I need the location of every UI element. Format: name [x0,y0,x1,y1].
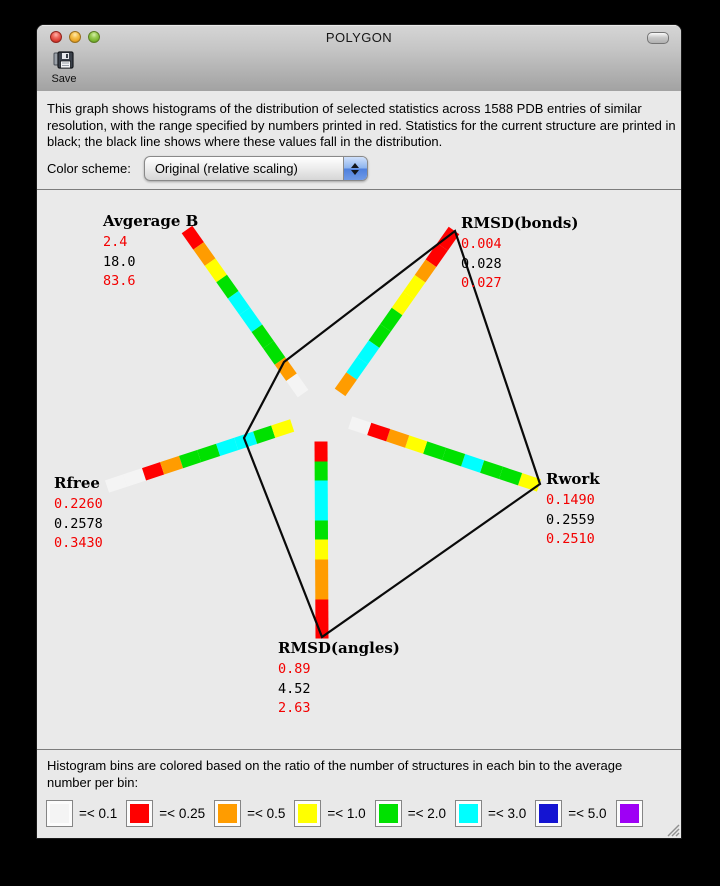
histogram-bin-cyan [461,454,484,473]
axis-stats-rwork [546,471,600,550]
axis-label: Rfree [54,474,100,492]
histogram-bin-green [315,461,328,481]
axis-stats-rmsd-bonds [461,215,578,294]
window-chrome [37,25,681,92]
axis-stats-rmsd-angles [278,640,400,719]
legend-swatch-red [126,800,153,827]
histogram-bin-orange [315,579,328,599]
legend-bin-label: =< 0.25 [159,806,206,821]
window-title: POLYGON [325,30,393,45]
current-value: 0.2578 [54,515,103,532]
legend-bin-label: =< 2.0 [407,806,446,821]
histogram-bin-yellow [315,539,328,559]
toolbar-toggle-button[interactable] [647,32,669,44]
legend-swatch-fill [620,804,639,823]
histogram-bin-red [315,618,328,638]
histogram-bin-orange [386,428,409,447]
color-scheme-row [47,155,368,182]
histogram-bar-rmsd-angles [315,441,329,638]
legend-swatch-fill [539,804,558,823]
range-max-value: 83.6 [103,273,136,289]
histogram-bin-red [367,422,390,441]
histogram-bin-yellow [272,419,295,437]
range-min-value: 0.89 [278,661,311,677]
legend-swatch-yellow [294,800,321,827]
legend-swatch-blue [535,800,562,827]
histogram-bin-yellow [405,435,428,454]
histogram-bin-cyan [315,500,328,520]
polygon-window [36,24,682,839]
titlebar[interactable] [37,25,681,49]
minimize-button[interactable] [69,31,81,43]
histogram-bin-green [499,466,522,485]
histogram-bin-green [442,447,465,466]
range-max-value: 0.027 [461,275,502,291]
histogram-bin-cyan [315,480,328,500]
range-min-value: 2.4 [103,234,128,250]
histogram-bin-green [315,520,328,540]
current-value: 18.0 [103,253,136,270]
legend-swatch-fill [130,804,149,823]
range-min-value: 0.004 [461,236,502,252]
divider-bottom [37,749,681,750]
histogram-bin-orange [315,559,328,579]
legend-bin-label: =< 0.5 [247,806,286,821]
range-min-value: 0.1490 [546,492,595,508]
legend-bin-label: =< 5.0 [568,806,607,821]
color-scheme-select[interactable] [144,156,368,181]
axis-label: Rwork [546,470,600,488]
histogram-bar-rwork [348,416,541,491]
current-value: 0.028 [461,255,502,272]
legend-swatch-purple [616,800,643,827]
toolbar [37,49,681,90]
legend-swatch-white [46,800,73,827]
legend-bin-label: =< 0.1 [79,806,118,821]
color-scheme-label: Color scheme: [47,161,131,176]
zoom-button[interactable] [88,31,100,43]
legend-swatch-fill [218,804,237,823]
legend-swatch-fill [298,804,317,823]
legend-swatch-fill [459,804,478,823]
range-max-value: 2.63 [278,700,311,716]
axis-stats-avgerage-b [103,213,198,292]
axis-label: RMSD(angles) [278,639,400,657]
histogram-bar-rmsd-bonds [335,226,460,395]
legend-bin-label: =< 3.0 [487,806,527,821]
legend-note: Histogram bins are colored based on the ratio of the number of structures in each bin to the average number per bin: [47,758,623,790]
histogram-bin-white [348,416,371,435]
description-text: This graph shows histograms of the distribution of selected statistics across 1588 PDB entries of similar resolution, with the range specified by numbers printed in red. Statistics for the current structure are printed in black; the black line shows where these values fall in the distribution. [47,101,676,149]
legend-swatch-green [375,800,402,827]
histogram-bin-yellow [518,473,541,492]
axis-label: Avgerage B [103,212,199,230]
color-scheme-selected-value: Original (relative scaling) [154,161,298,176]
histogram-bar-avgerage-b [182,225,309,397]
legend-bin-label: =< 1.0 [327,806,366,821]
legend-swatch-fill [379,804,398,823]
histogram-bin-red [315,599,328,619]
axis-stats-rfree [54,475,103,554]
histogram-bin-red [314,441,327,461]
save-floppy-icon [53,50,75,72]
current-value: 4.52 [278,680,311,697]
legend-swatch-fill [50,804,69,823]
close-button[interactable] [50,31,62,43]
histogram-bin-green [480,460,503,479]
axis-label: RMSD(bonds) [461,214,579,232]
resize-grip[interactable] [665,822,680,837]
range-max-value: 0.3430 [54,535,103,551]
save-button[interactable] [44,49,84,89]
content-area [37,91,681,838]
polygon-plot-canvas [37,190,682,749]
stepper-arrows-icon [343,157,367,180]
histogram-bin-green [424,441,447,460]
range-min-value: 0.2260 [54,496,103,512]
legend-swatch-orange [214,800,241,827]
range-max-value: 0.2510 [546,531,595,547]
save-button-label: Save [51,73,77,85]
histogram-bar-rfree [105,419,294,492]
legend-row [46,800,643,827]
legend-swatch-cyan [455,800,482,827]
current-value: 0.2559 [546,511,595,528]
